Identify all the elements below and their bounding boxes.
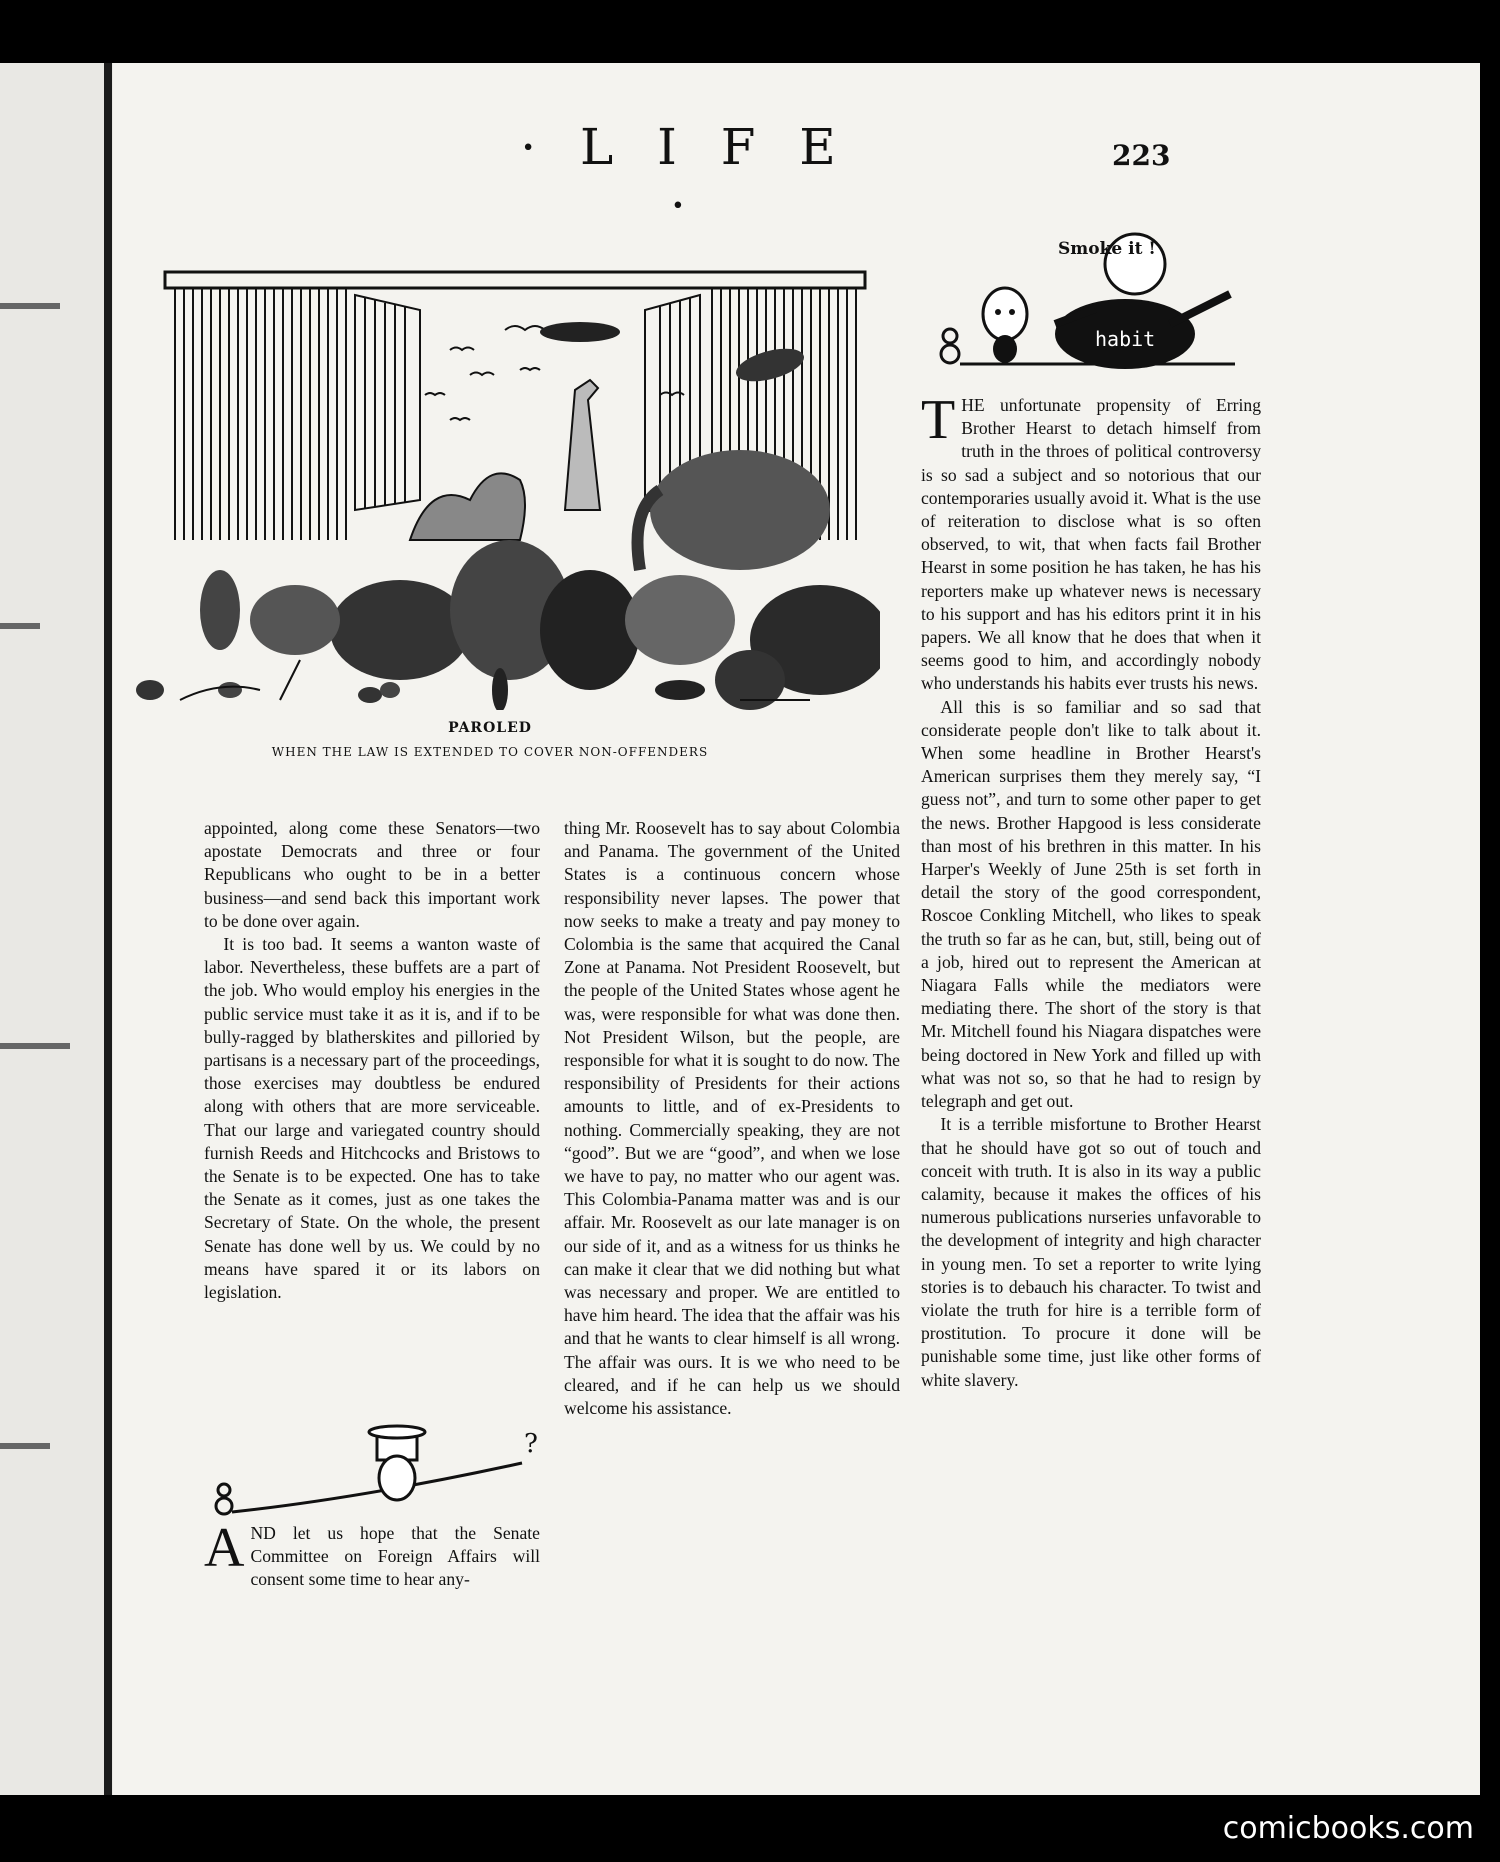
habit-cartoon [930, 224, 1250, 378]
paragraph: It is too bad. It seems a wanton waste of labor. Nevertheless, these buffets are a part of the job. Who would employ his energies in the public service must take it as it is, and if to be bully-ragged by blatherskites and pilloried by partisans is a necessary part of the proceedings, those exercises may doubtless be endured along with others that are more serviceable. That our large and variegated country should furnish Reeds and Hitchcocks and Bristows to the Senate is to be expected. One has to take the Senate as it comes, just as one takes the Secretary of State. On the whole, the present Senate has done well by us. We could by no means have spared it or its labors on legislation. [204, 934, 540, 1303]
column-2 [564, 817, 900, 1420]
spine-mark [0, 1443, 50, 1449]
page-gutter [104, 63, 112, 1795]
habit-badge: habit [1095, 327, 1156, 351]
paragraph: thing Mr. Roosevelt has to say about Colombia and Panama. The government of the United States is a continuous concern whose responsibility never lapses. The power that now seeks to make a treaty and pay money to Colombia is the same that acquired the Canal Zone at Panama. Not President Roosevelt, but the people of the United States whose agent he was, were responsible for what was done then. Not President Wilson, but the people, are responsible for what it is sought to do now. The responsibility of Presidents for their actions amounts to little, and of ex-Presidents to nothing. Commercially speaking, they are not “good”. But we are “good”, and when we lose we have to pay, no matter who our agent was. This Colombia-Panama matter was and is our affair. Mr. Roosevelt as our late manager is on our side of it, and as a witness for us thinks he can make it clear that we did nothing but what was necessary and proper. We are entitled to have him heard. The idea that the affair was his and that he wants to clear himself is all wrong. The affair was ours. It is we who need to be cleared, and if he can help us we should welcome his assistance. [564, 818, 900, 1419]
left-page-edge [0, 63, 113, 1795]
paragraph [204, 1517, 540, 1592]
spine-mark [0, 303, 60, 309]
illustration-title: PAROLED [448, 720, 532, 736]
question-mark: ? [524, 1429, 538, 1459]
column-1-bottom [204, 1517, 540, 1592]
column-1 [204, 817, 540, 1304]
question-cartoon [212, 1418, 542, 1522]
spine-mark [0, 623, 40, 629]
cartoon-speech: Smoke it ! [1058, 239, 1156, 259]
paragraph: All this is so familiar and so sad that considerate people don't like to talk about it. When some headline in Brother Hearst's American surprises them they merely say, “I guess not”, and turn to some other paper to get the news. Brother Hapgood is less considerate than most of his brethren in this matter. In his Harper's Weekly of June 25th is set forth in detail the story of the good correspondent, Roscoe Conkling Mitchell, who likes to speak the truth so far as he can, but, still, being out of a job, hired out to represent the American at Niagara Falls while the mediators were mediating there. The short of the story is that Mr. Mitchell found his Niagara dispatches were being doctored in New York and filled up with what was not so, so that he had to resign by telegraph and get out. [921, 696, 1261, 1112]
paragraph-text: ND let us hope that the Senate Committee on Foreign Affairs will consent some time to hear any- [250, 1523, 540, 1590]
watermark: comicbooks.com [1222, 1811, 1474, 1846]
drop-cap: T [921, 389, 956, 451]
paragraph: appointed, along come these Senators—two apostate Democrats and three or four Republicans who ought to be in a better business—and send back this important work to be done over again. [204, 818, 540, 931]
drop-cap: A [204, 1517, 245, 1579]
illustration-caption: WHEN THE LAW IS EXTENDED TO COVER NON-OFFENDERS [271, 745, 709, 759]
paragraph [921, 389, 1261, 696]
paragraph-text: HE unfortunate propensity of Erring Brother Hearst to detach himself from truth in the throes of political controversy is so sad a subject and so notorious that our contemporaries usually avoid it. What is the use of reiteration to disclose what is so often observed, to wit, that when facts fail Brother Hearst in some position he has taken, he has his reporters make up whatever news is necessary to his support and has his editors print it in his papers. We all know that he does that when it seems good to him, and accordingly nobody who understands his habits ever trusts his news. [921, 395, 1261, 694]
page-number: 223 [1112, 139, 1171, 172]
masthead: · L I F E · [520, 118, 850, 234]
paroled-illustration [120, 210, 880, 714]
column-3 [921, 389, 1261, 1392]
paragraph: It is a terrible misfortune to Brother Hearst that he should have got so out of touch and conceit with truth. It is also in its way a public calamity, because it makes the offices of his numerous publications nurseries unfavorable to the development of integrity and high character in young men. To set a reporter to write lying stories is to debauch his character. To twist and violate the truth for hire is a terrible form of prostitution. To procure it done will be punishable some time, just like other forms of white slavery. [921, 1114, 1261, 1390]
spine-mark [0, 1043, 70, 1049]
